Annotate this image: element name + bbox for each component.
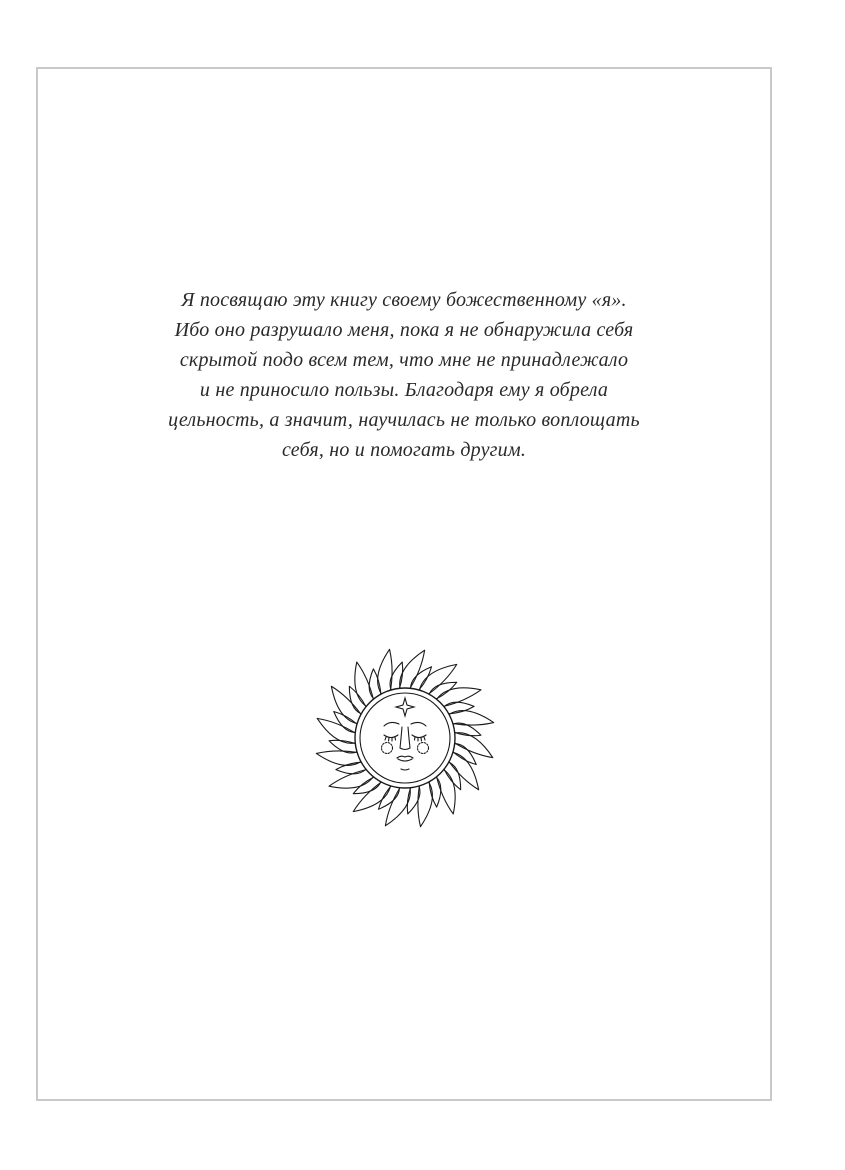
sun-face-icon (314, 647, 496, 829)
sun-ray (437, 688, 481, 707)
dedication-text (38, 285, 770, 465)
dedication-line: себя, но и помогать другим. (281, 439, 527, 461)
book-page (36, 67, 772, 1101)
dedication-line: Ибо оно разрушало меня, пока я не обнаружила себя (174, 319, 634, 341)
dedication-line: Я посвящаю эту книгу своему божественному «я». (181, 289, 627, 311)
dedication-line: цельность, а значит, научилась не только воплощать (168, 409, 640, 431)
dedication-line: скрытой подо всем тем, что мне не принадлежало (179, 349, 629, 371)
sun-ray (355, 662, 374, 706)
dedication-line: и не приносило пользы. Благодаря ему я обрела (199, 379, 609, 401)
sun-ray (329, 770, 373, 789)
sun-ray (437, 770, 456, 814)
